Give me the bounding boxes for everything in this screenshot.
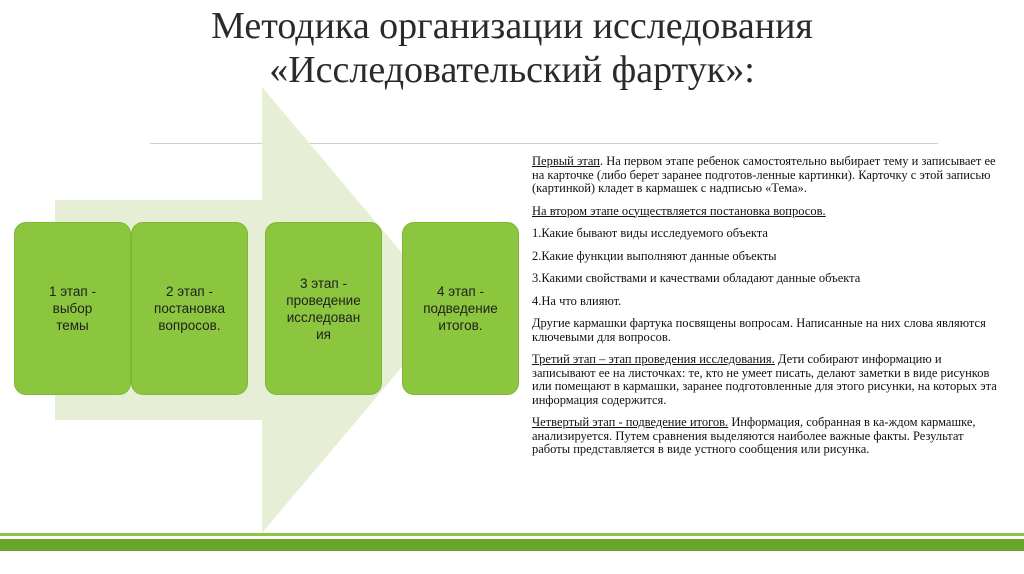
step-4-box: 4 этап - подведение итогов. bbox=[402, 222, 519, 395]
first-stage-body: . На первом этапе ребенок самостоятельно выбирает тему и записывает ее на карточке (либо берет заранее подготов-ленные картинки). Карточку с этой записью (картинкой) кладет в кармашек с надписью «Тема». bbox=[532, 154, 996, 195]
third-stage-body: Дети собирают информацию и записывают ее на листочках: те, кто не умеет писать, делают заметки в виде рисунков или помещают в кармашки, заранее подготовленные для этого рисунки, на которых эта информация содержится. bbox=[532, 352, 997, 407]
step-2-box: 2 этап - постановка вопросов. bbox=[131, 222, 248, 395]
paragraph-fourth-stage bbox=[532, 416, 1002, 457]
fourth-stage-body: Информация, собранная в ка-ждом кармашке, анализируется. Путем сравнения выделяются наиболее важные факты. Результат работы представляется в виде устного сообщения или рисунка. bbox=[532, 415, 976, 456]
step-1-box: 1 этап - выбор темы bbox=[14, 222, 131, 395]
second-stage-heading: На втором этапе осуществляется постановка вопросов. bbox=[532, 203, 826, 218]
footer-bar-thin bbox=[0, 533, 1024, 536]
third-stage-heading: Третий этап – этап проведения исследования. bbox=[532, 352, 775, 366]
paragraph-pockets: Другие кармашки фартука посвящены вопросам. Написанные на них слова являются ключевыми для вопросов. bbox=[532, 316, 986, 344]
question-2: 2.Какие функции выполняют данные объекты bbox=[532, 248, 777, 263]
footer-bar-thick bbox=[0, 539, 1024, 551]
paragraph-first-stage bbox=[532, 155, 1002, 196]
fourth-stage-heading: Четвертый этап - подведение итогов. bbox=[532, 415, 729, 429]
question-1: 1.Какие бывают виды исследуемого объекта bbox=[532, 226, 768, 240]
question-4: 4.На что влияют. bbox=[532, 293, 622, 308]
question-3: 3.Какими свойствами и качествами обладают данные объекта bbox=[532, 271, 861, 285]
title-line-1: Методика организации исследования bbox=[211, 5, 813, 47]
first-stage-heading: Первый этап bbox=[532, 154, 600, 168]
description-text bbox=[532, 155, 1002, 466]
step-3-box: 3 этап - проведение исследован ия bbox=[265, 222, 382, 395]
paragraph-third-stage bbox=[532, 353, 1002, 407]
title-line-2: «Исследовательский фартук»: bbox=[269, 49, 755, 91]
